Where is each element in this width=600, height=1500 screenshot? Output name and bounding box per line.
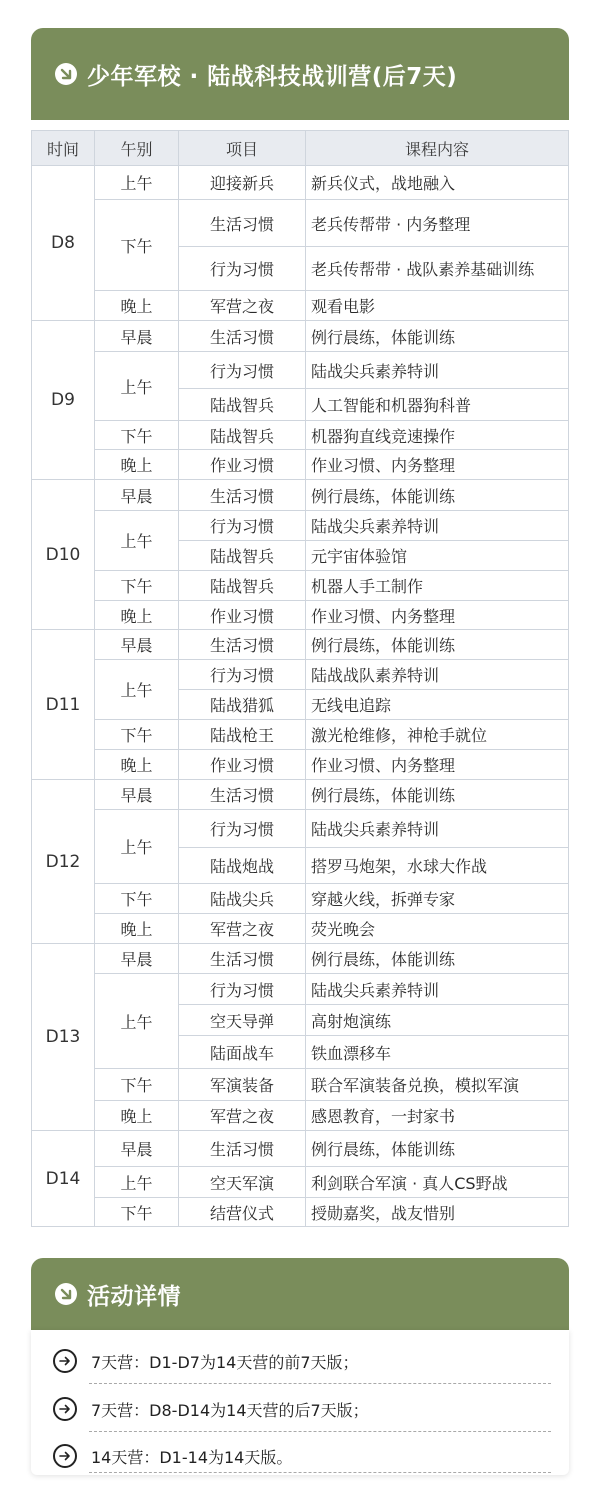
period-cell: 晚上 [95, 750, 179, 780]
period-cell: 上午 [95, 974, 179, 1069]
content-cell: 新兵仪式，战地融入 [306, 166, 569, 200]
period-cell: 早晨 [95, 321, 179, 352]
day-cell: D9 [32, 321, 95, 480]
item-cell: 行为习惯 [179, 352, 306, 389]
item-cell: 军营之夜 [179, 291, 306, 321]
table-row [32, 480, 569, 511]
item-cell: 陆面战车 [179, 1036, 306, 1069]
item-cell: 生活习惯 [179, 321, 306, 352]
arrow-down-right-icon [55, 63, 77, 85]
item-cell: 行为习惯 [179, 247, 306, 291]
content-cell: 例行晨练，体能训练 [306, 321, 569, 352]
item-cell: 陆战炮战 [179, 848, 306, 884]
content-cell: 无线电追踪 [306, 690, 569, 720]
circle-arrow-right-icon [53, 1349, 77, 1373]
content-cell: 元宇宙体验馆 [306, 541, 569, 571]
content-cell: 老兵传帮带 · 战队素养基础训练 [306, 247, 569, 291]
schedule-body [32, 166, 569, 1227]
item-cell: 作业习惯 [179, 750, 306, 780]
table-row [32, 166, 569, 200]
item-cell: 生活习惯 [179, 944, 306, 974]
content-cell: 荧光晚会 [306, 914, 569, 944]
period-cell: 早晨 [95, 480, 179, 511]
table-row [32, 200, 569, 247]
table-row [32, 884, 569, 914]
content-cell: 作业习惯、内务整理 [306, 750, 569, 780]
period-cell: 下午 [95, 884, 179, 914]
content-cell: 作业习惯、内务整理 [306, 450, 569, 480]
content-cell: 例行晨练，体能训练 [306, 480, 569, 511]
period-cell: 下午 [95, 1069, 179, 1101]
period-cell: 上午 [95, 511, 179, 571]
table-row [32, 1131, 569, 1167]
period-cell: 早晨 [95, 944, 179, 974]
period-cell: 上午 [95, 1167, 179, 1198]
circle-arrow-right-icon [53, 1397, 77, 1421]
table-row [32, 1101, 569, 1131]
content-cell: 老兵传帮带 · 内务整理 [306, 200, 569, 247]
table-row [32, 291, 569, 321]
item-cell: 行为习惯 [179, 974, 306, 1005]
table-row [32, 914, 569, 944]
header-period: 午别 [95, 131, 179, 166]
item-cell: 生活习惯 [179, 780, 306, 810]
item-cell: 行为习惯 [179, 511, 306, 541]
item-cell: 生活习惯 [179, 1131, 306, 1167]
item-cell: 迎接新兵 [179, 166, 306, 200]
table-row [32, 321, 569, 352]
content-cell: 感恩教育，一封家书 [306, 1101, 569, 1131]
item-cell: 空天导弹 [179, 1005, 306, 1036]
detail-text: 14天营：D1-14为14天版。 [91, 1447, 293, 1467]
item-cell: 陆战智兵 [179, 421, 306, 450]
detail-item [53, 1441, 553, 1471]
schedule-title: 少年军校 · 陆战科技战训营(后7天) [87, 63, 458, 90]
item-cell: 行为习惯 [179, 810, 306, 848]
item-cell: 军营之夜 [179, 1101, 306, 1131]
item-cell: 作业习惯 [179, 450, 306, 480]
period-cell: 下午 [95, 1198, 179, 1227]
period-cell: 上午 [95, 352, 179, 421]
divider [89, 1472, 551, 1473]
table-row [32, 810, 569, 848]
header-content: 课程内容 [306, 131, 569, 166]
details-panel [31, 1330, 569, 1475]
arrow-down-right-icon [55, 1283, 77, 1305]
table-row [32, 944, 569, 974]
table-row [32, 571, 569, 601]
content-cell: 陆战尖兵素养特训 [306, 352, 569, 389]
period-cell: 下午 [95, 571, 179, 601]
day-cell: D8 [32, 166, 95, 321]
divider [89, 1383, 551, 1384]
item-cell: 军演装备 [179, 1069, 306, 1101]
content-cell: 陆战尖兵素养特训 [306, 974, 569, 1005]
item-cell: 生活习惯 [179, 630, 306, 660]
details-header [31, 1258, 569, 1330]
header-item: 项目 [179, 131, 306, 166]
content-cell: 陆战战队素养特训 [306, 660, 569, 690]
divider [89, 1431, 551, 1432]
content-cell: 陆战尖兵素养特训 [306, 810, 569, 848]
table-row [32, 352, 569, 389]
item-cell: 作业习惯 [179, 601, 306, 630]
period-cell: 上午 [95, 166, 179, 200]
table-row [32, 1198, 569, 1227]
table-row [32, 1069, 569, 1101]
content-cell: 高射炮演练 [306, 1005, 569, 1036]
content-cell: 例行晨练，体能训练 [306, 780, 569, 810]
item-cell: 空天军演 [179, 1167, 306, 1198]
content-cell: 利剑联合军演 · 真人CS野战 [306, 1167, 569, 1198]
item-cell: 军营之夜 [179, 914, 306, 944]
period-cell: 早晨 [95, 780, 179, 810]
table-row [32, 1167, 569, 1198]
period-cell: 晚上 [95, 1101, 179, 1131]
table-row [32, 720, 569, 750]
period-cell: 上午 [95, 660, 179, 720]
item-cell: 陆战智兵 [179, 389, 306, 421]
period-cell: 早晨 [95, 630, 179, 660]
schedule-table [31, 130, 569, 1227]
item-cell: 陆战智兵 [179, 541, 306, 571]
table-row [32, 601, 569, 630]
table-row [32, 511, 569, 541]
content-cell: 激光枪维修，神枪手就位 [306, 720, 569, 750]
period-cell: 晚上 [95, 601, 179, 630]
content-cell: 机器狗直线竞速操作 [306, 421, 569, 450]
period-cell: 上午 [95, 810, 179, 884]
day-cell: D13 [32, 944, 95, 1131]
table-row [32, 630, 569, 660]
item-cell: 陆战猎狐 [179, 690, 306, 720]
content-cell: 例行晨练，体能训练 [306, 944, 569, 974]
period-cell: 晚上 [95, 450, 179, 480]
content-cell: 例行晨练，体能训练 [306, 1131, 569, 1167]
item-cell: 行为习惯 [179, 660, 306, 690]
table-row [32, 660, 569, 690]
period-cell: 晚上 [95, 291, 179, 321]
details-title: 活动详情 [87, 1283, 181, 1310]
detail-item [53, 1346, 553, 1376]
table-row [32, 750, 569, 780]
schedule-header [31, 28, 569, 120]
circle-arrow-right-icon [53, 1444, 77, 1468]
day-cell: D11 [32, 630, 95, 780]
item-cell: 生活习惯 [179, 200, 306, 247]
content-cell: 搭罗马炮架，水球大作战 [306, 848, 569, 884]
period-cell: 下午 [95, 200, 179, 291]
period-cell: 早晨 [95, 1131, 179, 1167]
item-cell: 陆战智兵 [179, 571, 306, 601]
detail-text: 7天营：D8-D14为14天营的后7天版； [91, 1400, 369, 1420]
detail-item [53, 1394, 553, 1424]
table-row [32, 974, 569, 1005]
detail-text: 7天营：D1-D7为14天营的前7天版； [91, 1352, 359, 1372]
period-cell: 下午 [95, 421, 179, 450]
table-row [32, 421, 569, 450]
content-cell: 例行晨练，体能训练 [306, 630, 569, 660]
header-time: 时间 [32, 131, 95, 166]
content-cell: 授勋嘉奖，战友惜别 [306, 1198, 569, 1227]
table-row [32, 450, 569, 480]
content-cell: 机器人手工制作 [306, 571, 569, 601]
item-cell: 生活习惯 [179, 480, 306, 511]
day-cell: D14 [32, 1131, 95, 1227]
table-row [32, 780, 569, 810]
content-cell: 铁血漂移车 [306, 1036, 569, 1069]
period-cell: 下午 [95, 720, 179, 750]
item-cell: 结营仪式 [179, 1198, 306, 1227]
day-cell: D10 [32, 480, 95, 630]
item-cell: 陆战尖兵 [179, 884, 306, 914]
content-cell: 穿越火线，拆弹专家 [306, 884, 569, 914]
content-cell: 人工智能和机器狗科普 [306, 389, 569, 421]
item-cell: 陆战枪王 [179, 720, 306, 750]
content-cell: 观看电影 [306, 291, 569, 321]
content-cell: 作业习惯、内务整理 [306, 601, 569, 630]
content-cell: 联合军演装备兑换，模拟军演 [306, 1069, 569, 1101]
day-cell: D12 [32, 780, 95, 944]
table-header-row [32, 131, 569, 166]
content-cell: 陆战尖兵素养特训 [306, 511, 569, 541]
period-cell: 晚上 [95, 914, 179, 944]
